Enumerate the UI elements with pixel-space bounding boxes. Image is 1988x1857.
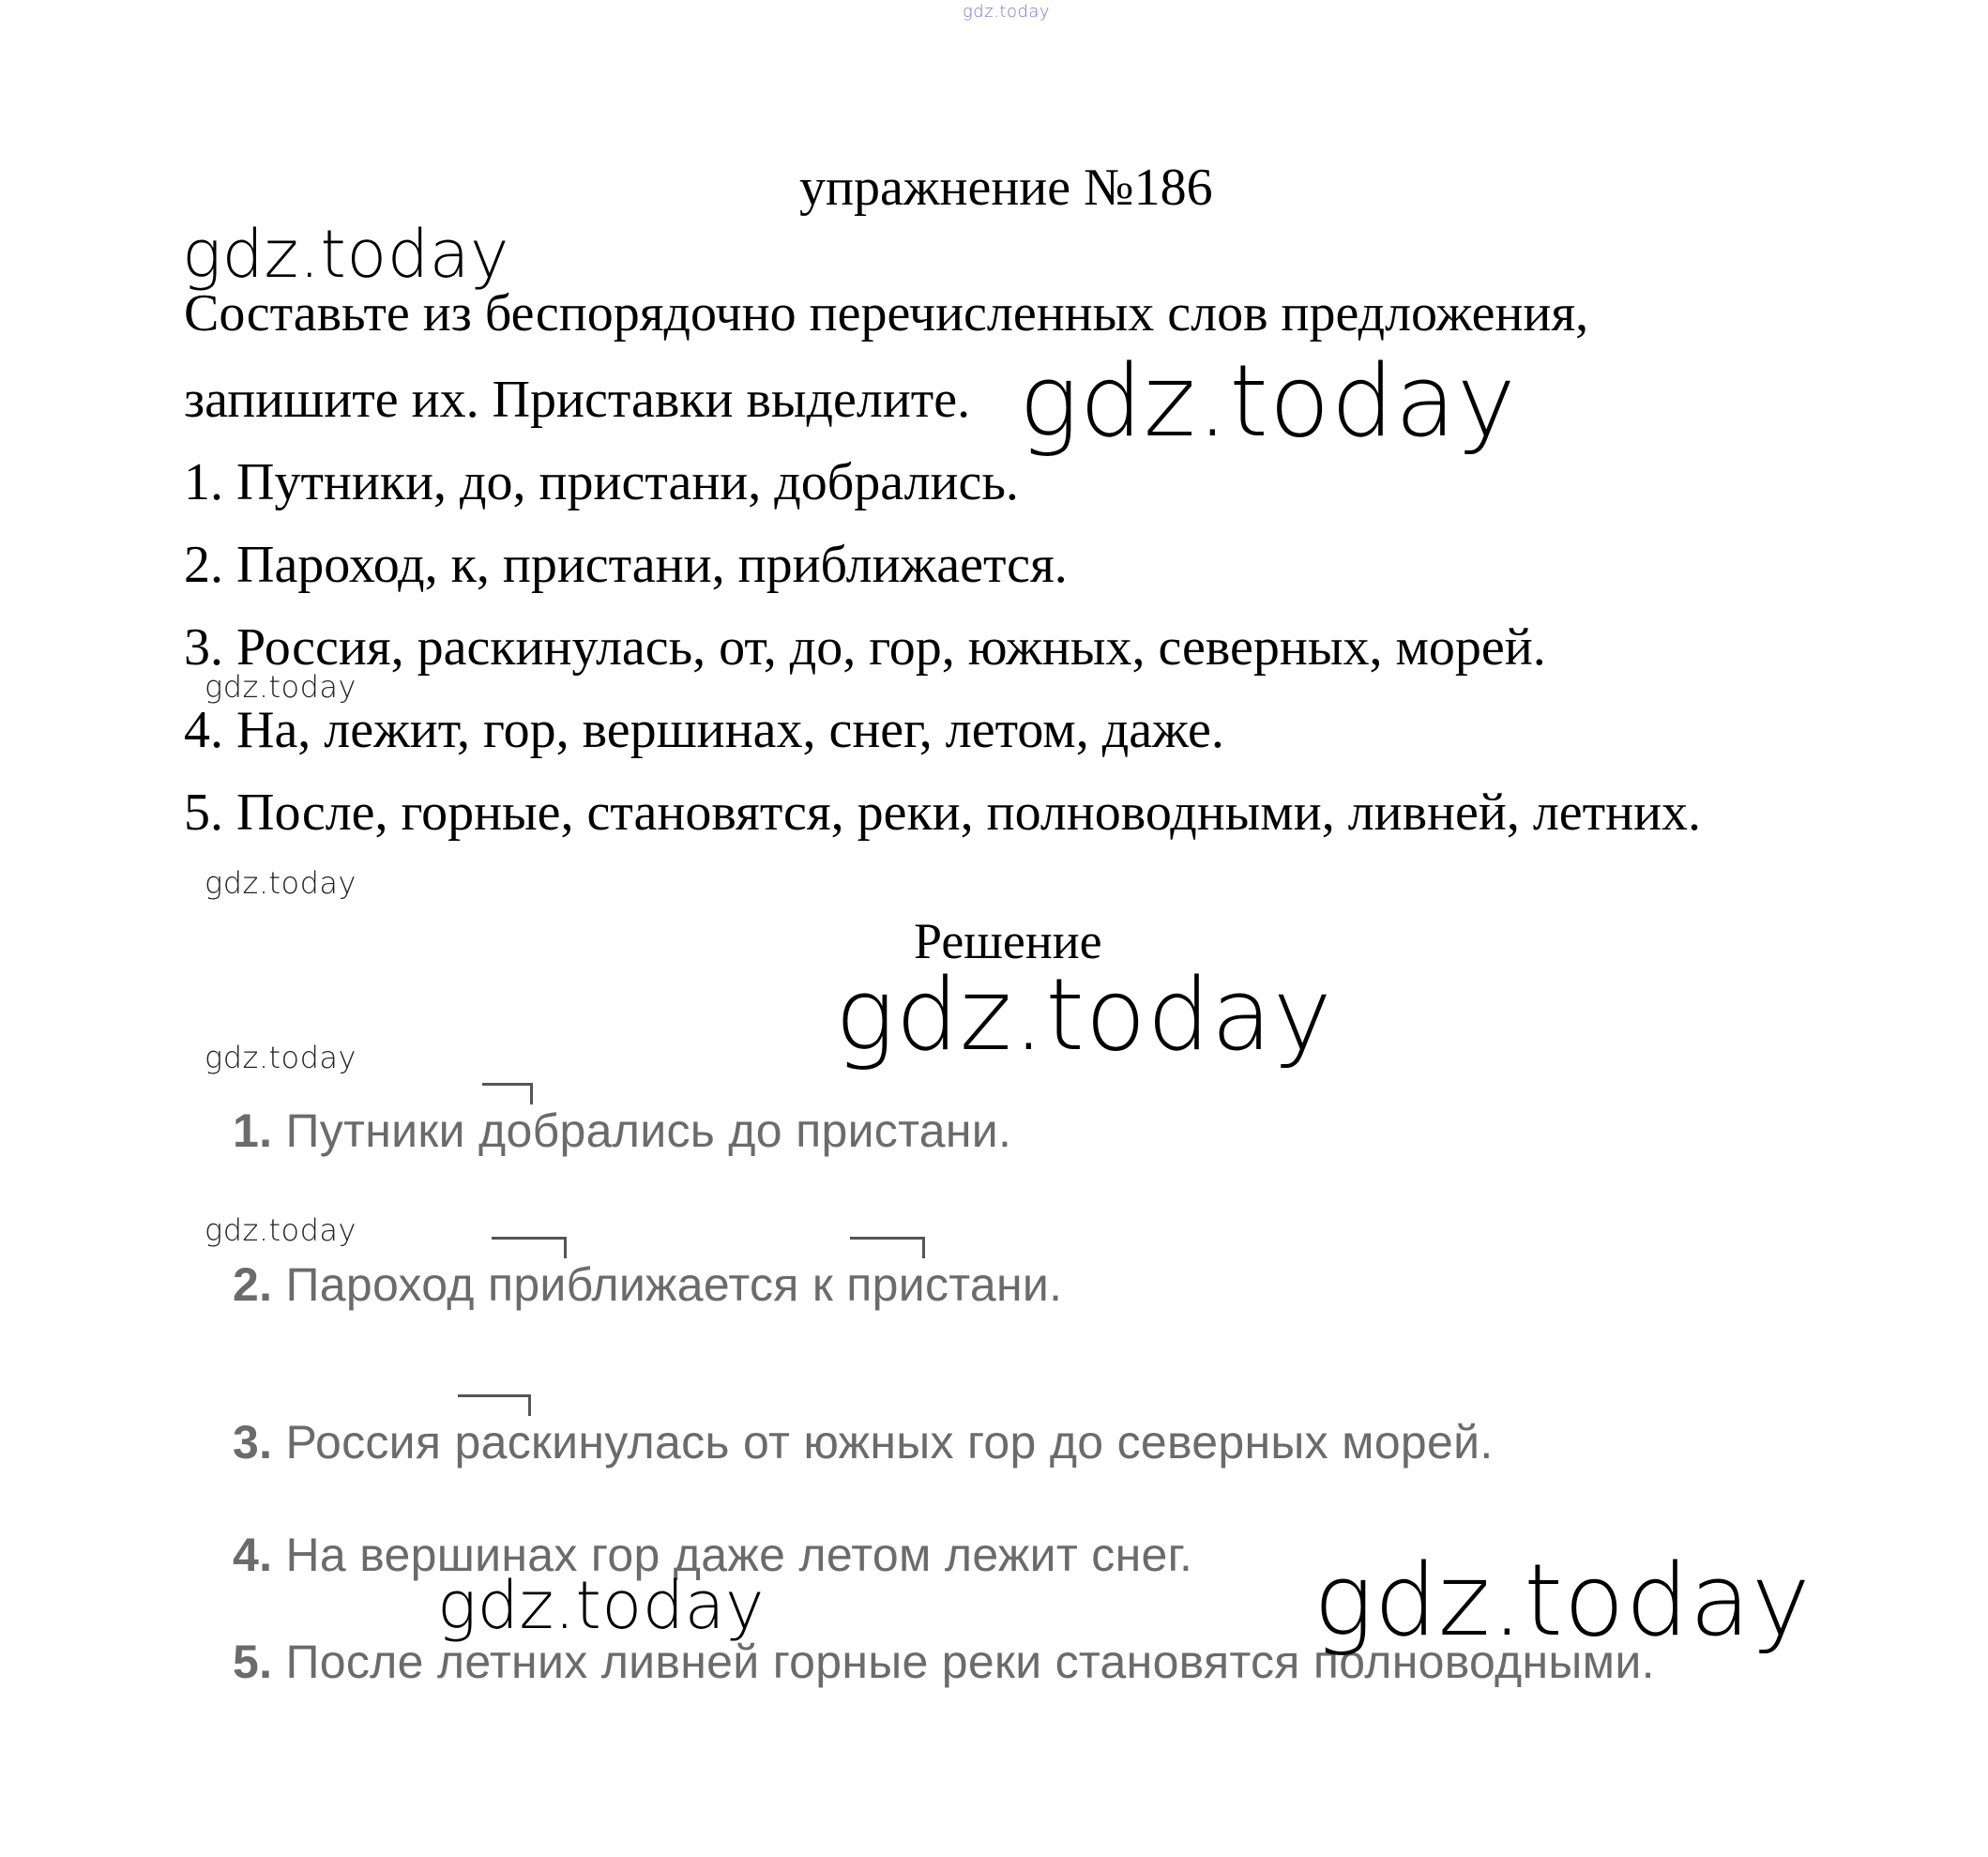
sentence-text: На вершинах гор даже летом лежит снег. <box>285 1529 1193 1581</box>
prefix-mark: при <box>487 1258 567 1311</box>
watermark: gdz.today <box>835 957 1333 1073</box>
sentence-text: брались <box>532 1104 729 1157</box>
sentence-text: Путники <box>285 1104 478 1157</box>
instruction-line-2: запишите их. Приставки выделите. <box>184 371 971 429</box>
watermark: gdz.today <box>205 669 357 705</box>
watermark-top: gdz.today <box>963 2 1051 22</box>
sentence-text: ближается к <box>566 1258 847 1311</box>
task-item-4: 4. На, лежит, гор, вершинах, снег, летом, даже. <box>184 701 1224 759</box>
solution-sentence-1 <box>233 1104 1011 1158</box>
task-item-1: 1. Путники, до, пристани, добрались. <box>184 453 1019 511</box>
solution-sentence-3 <box>233 1415 1494 1469</box>
sentence-number: 1. <box>233 1104 273 1157</box>
sentence-number: 2. <box>233 1258 273 1311</box>
watermark: gdz.today <box>1313 1543 1812 1658</box>
sentence-text: пристани. <box>782 1104 1012 1157</box>
sentence-number: 4. <box>233 1529 273 1581</box>
watermark: gdz.today <box>1019 343 1517 459</box>
task-item-5: 5. После, горные, становятся, реки, полноводными, ливней, летних. <box>184 784 1702 842</box>
watermark: gdz.today <box>437 1567 765 1644</box>
sentence-text: Пароход <box>285 1258 488 1311</box>
sentence-text: стани. <box>924 1258 1063 1311</box>
sentence-text: до <box>728 1104 782 1157</box>
sentence-text: После летних ливней горные реки становятся полноводными. <box>285 1636 1655 1688</box>
solution-heading: Решение <box>914 913 1102 969</box>
solution-sentence-2 <box>233 1257 1062 1312</box>
exercise-title: упражнение №186 <box>799 159 1213 217</box>
sentence-text: кинулась от южных гор до северных морей. <box>531 1416 1494 1469</box>
watermark: gdz.today <box>205 865 357 901</box>
sentence-number: 3. <box>233 1416 273 1469</box>
prefix-mark: рас <box>454 1416 531 1469</box>
task-item-3: 3. Россия, раскинулась, от, до, гор, южных, северных, морей. <box>184 618 1546 677</box>
task-item-2: 2. Пароход, к, пристани, приближается. <box>184 536 1068 594</box>
prefix-mark: при <box>846 1258 925 1311</box>
prefix-mark: до <box>478 1104 533 1157</box>
watermark: gdz.today <box>205 1040 357 1075</box>
sentence-text: Россия <box>285 1416 455 1469</box>
sentence-number: 5. <box>233 1636 273 1688</box>
watermark: gdz.today <box>182 216 509 293</box>
watermark: gdz.today <box>205 1212 357 1248</box>
instruction-line-1: Составьте из беспорядочно перечисленных слов предложения, <box>184 284 1589 342</box>
